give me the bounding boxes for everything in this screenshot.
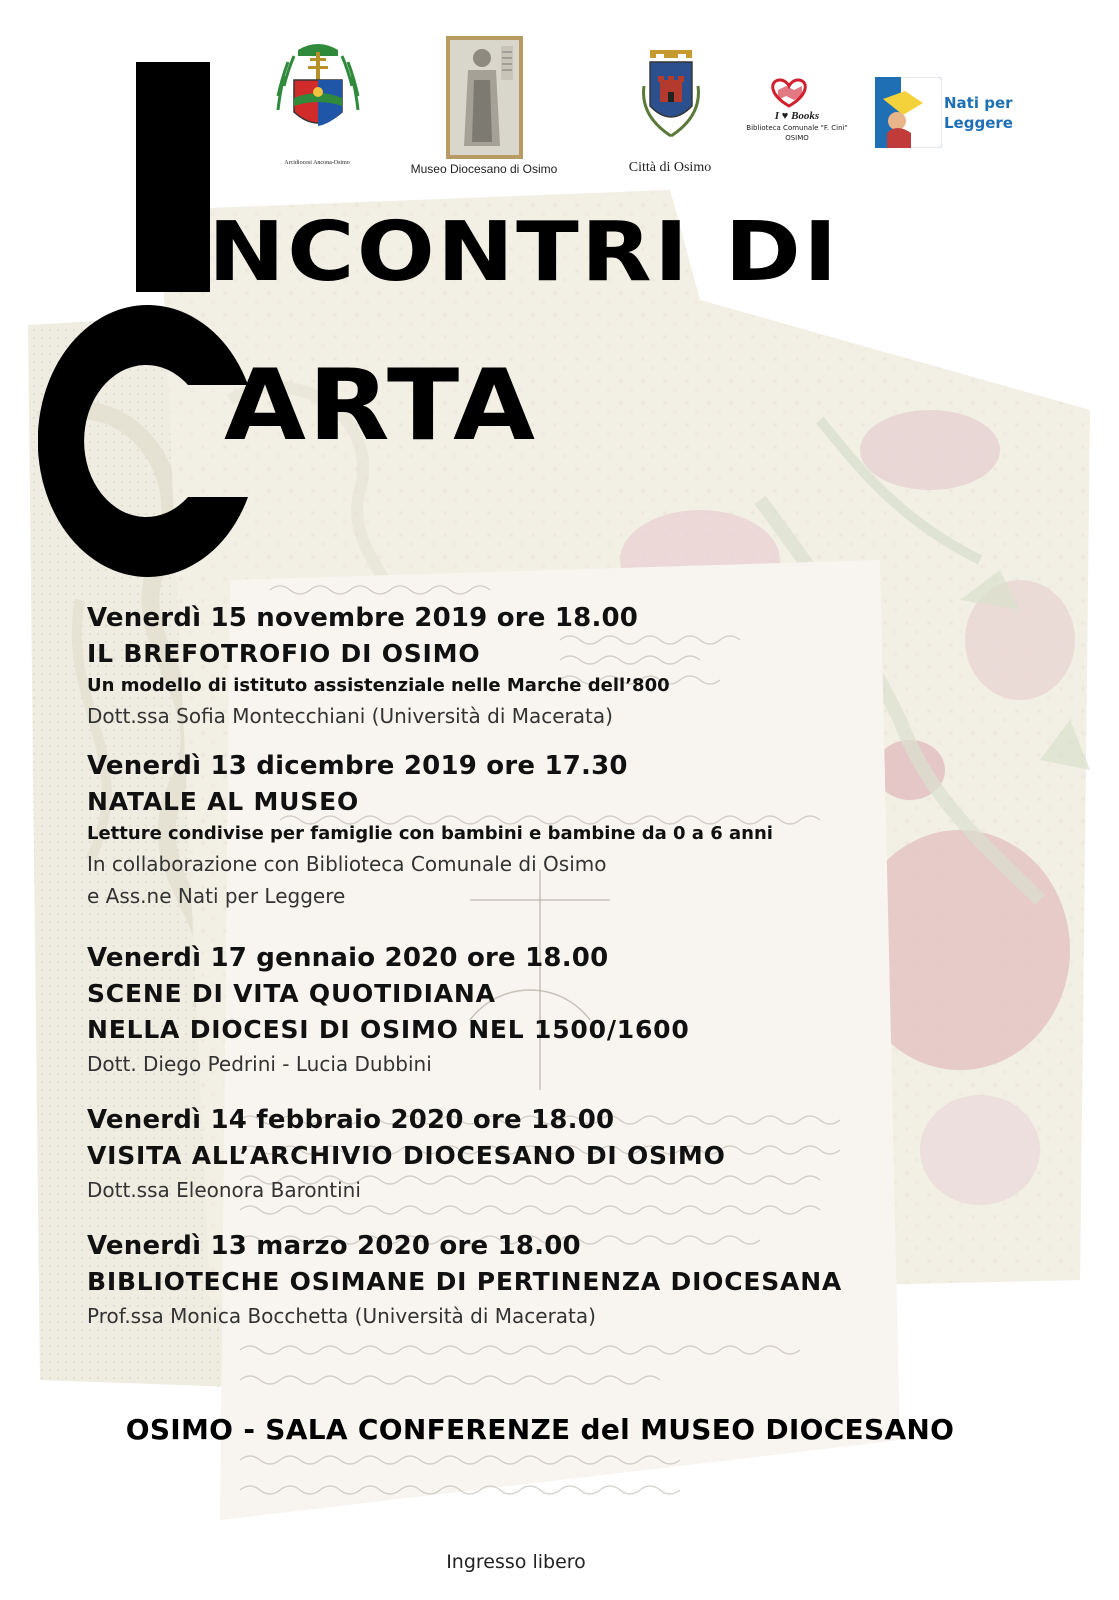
event-date: Venerdì 17 gennaio 2020 ore 18.00 — [87, 943, 609, 973]
library-line2: OSIMO — [785, 134, 809, 142]
library-line1: Biblioteca Comunale "F. Cini" — [746, 124, 848, 132]
museum-caption: Museo Diocesano di Osimo — [410, 162, 558, 176]
event-subtitle: Letture condivise per famiglie con bambini e bambine da 0 a 6 anni — [87, 823, 773, 844]
title-line1: NCONTRI DI — [208, 205, 840, 300]
city-caption: Città di Osimo — [628, 160, 712, 175]
event-title: VISITA ALL’ARCHIVIO DIOCESANO DI OSIMO — [87, 1141, 726, 1170]
event-subtitle: Un modello di istituto assistenziale nelle Marche dell’800 — [87, 675, 670, 696]
venue: OSIMO - SALA CONFERENZE del MUSEO DIOCESANO — [125, 1413, 955, 1446]
city-crest-icon — [638, 46, 704, 146]
event-title: NATALE AL MUSEO — [87, 787, 359, 816]
event-speaker: e Ass.ne Nati per Leggere — [87, 884, 346, 908]
book-heart-icon — [764, 76, 814, 110]
npl-line1: Nati per — [944, 94, 1013, 112]
event-3 — [87, 940, 1067, 1080]
library-brand: I ♥ Books — [774, 110, 820, 122]
event-date: Venerdì 13 dicembre 2019 ore 17.30 — [87, 751, 628, 781]
event-1 — [87, 600, 1067, 732]
saint-relief-icon — [446, 36, 523, 159]
event-2 — [87, 748, 1067, 912]
event-speaker: Prof.ssa Monica Bocchetta (Università di Macerata) — [87, 1304, 596, 1328]
npl-line2: Leggere — [944, 114, 1013, 132]
event-4 — [87, 1102, 1067, 1206]
event-5 — [87, 1228, 1067, 1332]
reading-child-icon — [875, 77, 942, 148]
event-title: NELLA DIOCESI DI OSIMO NEL 1500/1600 — [87, 1015, 690, 1044]
archdiocese-caption: Arcidiocesi Ancona-Osimo — [284, 160, 350, 166]
event-date: Venerdì 14 febbraio 2020 ore 18.00 — [87, 1105, 615, 1135]
event-title: IL BREFOTROFIO DI OSIMO — [87, 639, 481, 668]
event-title: BIBLIOTECHE OSIMANE DI PERTINENZA DIOCESANA — [87, 1267, 843, 1296]
entry-note: Ingresso libero — [446, 1551, 586, 1573]
title-line2: ARTA — [224, 349, 538, 463]
title-big-i — [136, 62, 210, 292]
event-title: SCENE DI VITA QUOTIDIANA — [87, 979, 496, 1008]
event-speaker: Dott. Diego Pedrini - Lucia Dubbini — [87, 1052, 432, 1076]
events-list — [87, 600, 1067, 1332]
event-speaker: Dott.ssa Sofia Montecchiani (Università di Macerata) — [87, 704, 613, 728]
archdiocese-coat-of-arms-icon — [272, 36, 364, 150]
event-date: Venerdì 15 novembre 2019 ore 18.00 — [87, 603, 639, 633]
event-date: Venerdì 13 marzo 2020 ore 18.00 — [87, 1231, 581, 1261]
event-speaker: In collaborazione con Biblioteca Comunale di Osimo — [87, 852, 607, 876]
event-speaker: Dott.ssa Eleonora Barontini — [87, 1178, 361, 1202]
